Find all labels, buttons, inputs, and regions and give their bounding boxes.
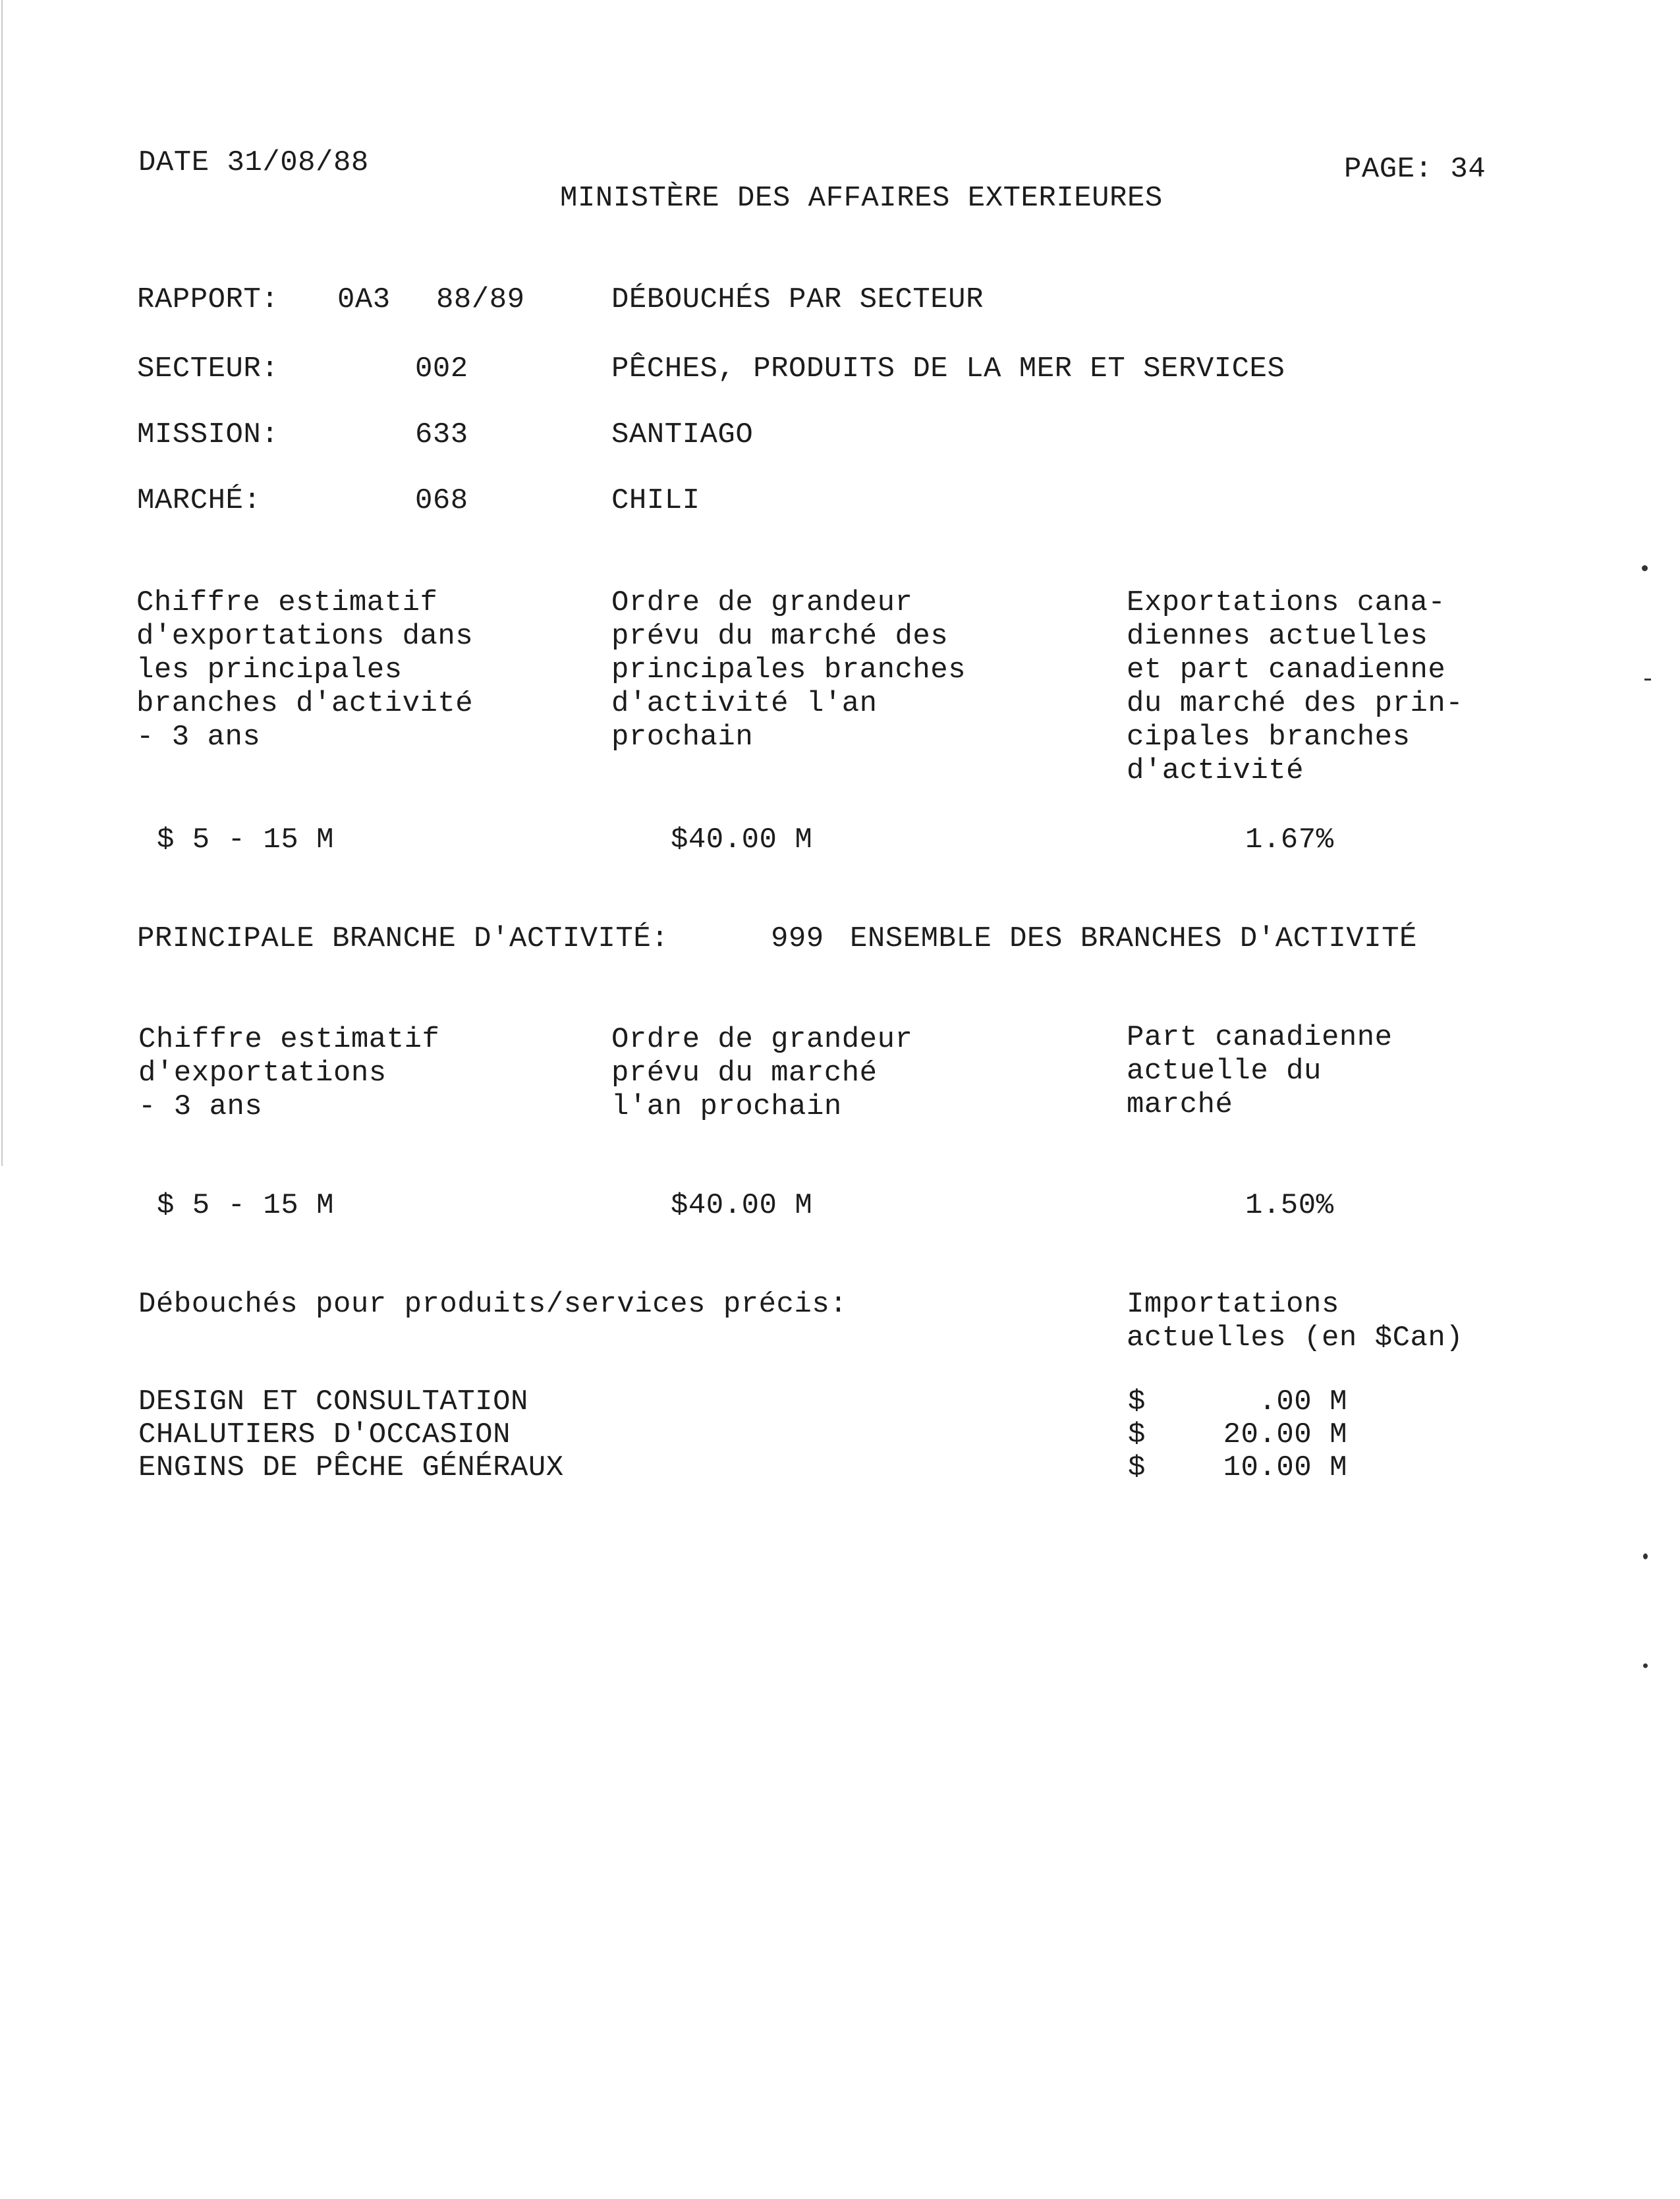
section1-col3-value: 1.67% bbox=[1245, 823, 1334, 856]
ministry-title: MINISTÈRE DES AFFAIRES EXTERIEURES bbox=[560, 182, 1163, 215]
products-heading: Débouchés pour produits/services précis: bbox=[138, 1288, 848, 1321]
scan-speck bbox=[1644, 679, 1651, 681]
branch-name: ENSEMBLE DES BRANCHES D'ACTIVITÉ bbox=[850, 922, 1417, 955]
rapport-title: DÉBOUCHÉS PAR SECTEUR bbox=[611, 283, 984, 316]
rapport-year: 88/89 bbox=[436, 283, 525, 316]
section1-col1-value: $ 5 - 15 M bbox=[157, 823, 335, 856]
scan-edge-line bbox=[1, 0, 3, 1166]
product-amount: 20.00 M bbox=[1223, 1418, 1347, 1451]
secteur-label: SECTEUR: bbox=[137, 352, 279, 385]
section1-col2-header: Ordre de grandeur prévu du marché des principales branches d'activité l'an prochain bbox=[611, 586, 966, 754]
mission-title: SANTIAGO bbox=[611, 418, 754, 451]
scan-speck bbox=[1642, 565, 1648, 571]
section2-col3-header: Part canadienne actuelle du marché bbox=[1127, 1021, 1393, 1121]
section2-col1-value: $ 5 - 15 M bbox=[157, 1189, 335, 1222]
scan-speck bbox=[1643, 1553, 1648, 1559]
report-date: DATE 31/08/88 bbox=[138, 146, 369, 179]
secteur-code: 002 bbox=[415, 352, 468, 385]
branch-label: PRINCIPALE BRANCHE D'ACTIVITÉ: bbox=[137, 922, 669, 955]
product-amount: 10.00 M bbox=[1223, 1451, 1347, 1484]
scan-speck bbox=[1643, 1663, 1648, 1668]
mission-label: MISSION: bbox=[137, 418, 279, 451]
secteur-title: PÊCHES, PRODUITS DE LA MER ET SERVICES bbox=[611, 352, 1285, 385]
product-currency: $ bbox=[1128, 1418, 1146, 1451]
product-amount: .00 M bbox=[1258, 1385, 1347, 1418]
page-number: PAGE: 34 bbox=[1344, 153, 1486, 186]
rapport-code: 0A3 bbox=[337, 283, 391, 316]
section2-col2-value: $40.00 M bbox=[671, 1189, 813, 1222]
section2-col2-header: Ordre de grandeur prévu du marché l'an prochain bbox=[611, 1023, 913, 1123]
marche-title: CHILI bbox=[611, 484, 700, 517]
branch-code: 999 bbox=[771, 922, 824, 955]
section1-col2-value: $40.00 M bbox=[671, 823, 813, 856]
product-name: CHALUTIERS D'OCCASION bbox=[138, 1418, 511, 1451]
product-currency: $ bbox=[1128, 1385, 1146, 1418]
section2-col1-header: Chiffre estimatif d'exportations - 3 ans bbox=[138, 1023, 440, 1123]
section1-col1-header: Chiffre estimatif d'exportations dans les principales branches d'activité - 3 ans bbox=[136, 586, 474, 754]
product-name: DESIGN ET CONSULTATION bbox=[138, 1385, 528, 1418]
section2-col3-value: 1.50% bbox=[1245, 1189, 1334, 1222]
product-name: ENGINS DE PÊCHE GÉNÉRAUX bbox=[138, 1451, 564, 1484]
marche-label: MARCHÉ: bbox=[137, 484, 262, 517]
product-currency: $ bbox=[1128, 1451, 1146, 1484]
mission-code: 633 bbox=[415, 418, 468, 451]
imports-header: Importations actuelles (en $Can) bbox=[1127, 1288, 1464, 1354]
marche-code: 068 bbox=[415, 484, 468, 517]
section1-col3-header: Exportations cana- diennes actuelles et part canadienne du marché des prin- cipales branches d'activité bbox=[1127, 586, 1464, 787]
rapport-label: RAPPORT: bbox=[137, 283, 279, 316]
